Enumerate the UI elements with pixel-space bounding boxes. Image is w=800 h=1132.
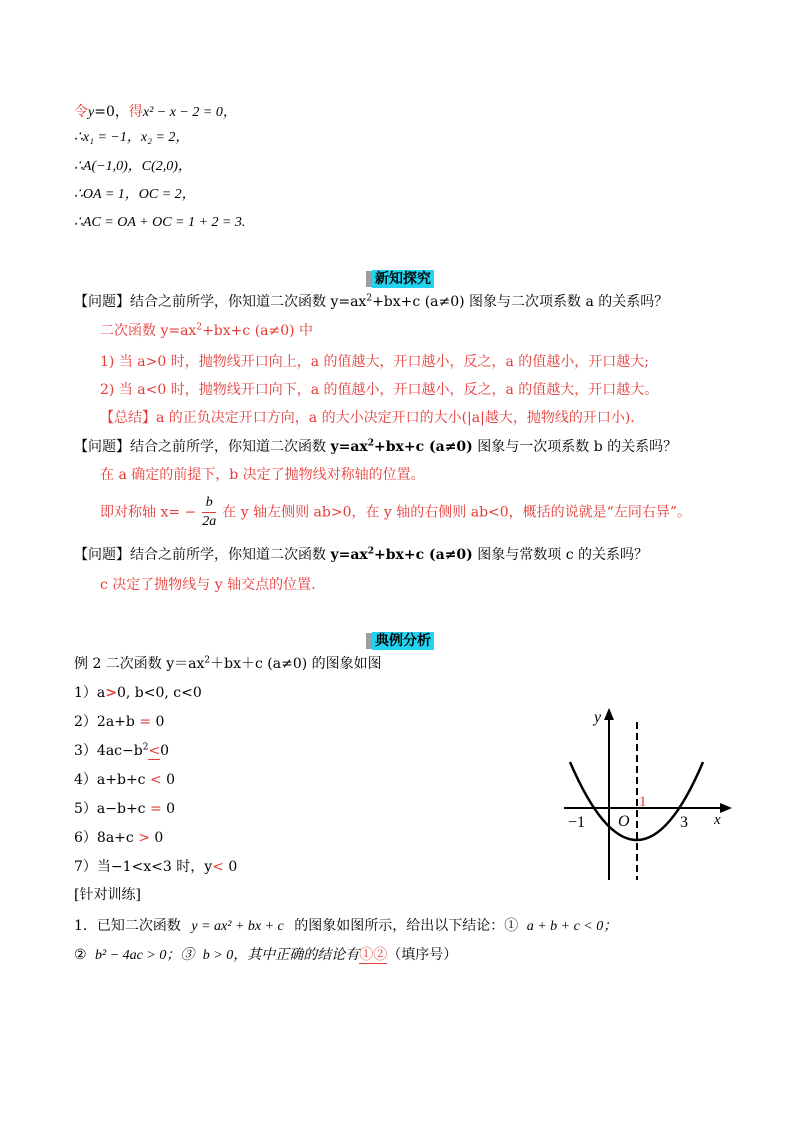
item-rest: 0 xyxy=(154,830,164,846)
example-item-2 xyxy=(74,713,164,731)
question-2-bold-a: y=ax xyxy=(330,439,368,455)
item-sign: < xyxy=(148,743,161,759)
example-item-6 xyxy=(74,829,163,847)
example-title: 例 2 二次函数 $y=ax^2+bx+c$ (a≠0) 的图象如图 xyxy=(74,655,382,672)
question-1: 【问题】结合之前所学，你知道二次函数 $y=ax^2+bx+c$ (a≠0) 图象与二次项系数 a 的关系吗？ xyxy=(74,293,669,310)
axis-fraction xyxy=(202,494,216,531)
example-item-5 xyxy=(74,800,175,818)
training-mark-2: ② xyxy=(74,947,87,963)
x-axis-arrow-icon xyxy=(720,803,732,813)
question-2: 【问题】结合之前所学，你知道二次函数 $y=ax^2+bx+c$ (a≠0) 图象与一次项系数 b 的关系吗？ xyxy=(74,438,678,455)
item-sign: = xyxy=(149,801,162,817)
item-rest: 0 xyxy=(155,714,165,730)
one-label: 1 xyxy=(639,794,647,810)
solution-de: 得 xyxy=(128,104,143,120)
y-axis-label: y xyxy=(594,709,602,726)
item-sign: < xyxy=(212,859,224,875)
training-header: [针对训练] xyxy=(74,887,141,903)
question-1-text-a: 【问题】结合之前所学，你知道二次函数 y=ax xyxy=(74,294,367,310)
training-formula: y = ax² + bx + c xyxy=(191,919,284,934)
item-sign: < xyxy=(149,772,162,788)
item-rest: 0 xyxy=(228,859,238,875)
solution-line-4: ∴OA = 1，OC = 2， xyxy=(74,187,196,202)
item-sign: > xyxy=(105,685,117,701)
item-label: 7）当−1<x<3 时，y xyxy=(74,859,213,875)
training-problem-line-1 xyxy=(74,917,617,936)
training-answer: ①② xyxy=(359,947,388,963)
origin-label: O xyxy=(618,813,630,830)
item-sign: = xyxy=(139,714,152,730)
minus-one-label: −1 xyxy=(568,814,586,831)
item-label: 4）a+b+c xyxy=(74,772,146,788)
question-3-text-c: 图象与常数项 c 的关系吗？ xyxy=(472,547,649,563)
item-label: 1）a xyxy=(74,685,106,701)
question-3-bold-b: +bx+c (a≠0) xyxy=(374,547,473,563)
solution-let: 令 xyxy=(74,104,88,120)
question-2-bold-b: +bx+c (a≠0) xyxy=(374,439,473,455)
item-label: 6）8a+c xyxy=(74,830,134,846)
answer-1-line-2: 2) 当 a<0 时，抛物线开口向下，a 的值越小，开口越小，反之，a 的值越大，开口越大。 xyxy=(100,382,659,398)
item-label: 5）a−b+c xyxy=(74,801,146,817)
example-title-a: 例 2 二次函数 y＝ax xyxy=(74,656,205,672)
answer-2-line-2 xyxy=(100,494,691,531)
answer-2-axis-prefix: 即对称轴 x= − xyxy=(100,504,197,521)
example-item-1 xyxy=(74,684,202,702)
section-heading-typical-example: 典例分析 xyxy=(372,632,434,650)
solution-equation: x² − x − 2 = 0， xyxy=(142,105,237,120)
item-rest: 0 xyxy=(166,772,176,788)
question-3-bold-a: y=ax xyxy=(330,547,368,563)
item-sign: > xyxy=(138,830,150,846)
question-3-text-a: 【问题】结合之前所学，你知道二次函数 xyxy=(74,547,331,563)
example-item-3: $3)4ac-b^2<0$ xyxy=(74,742,170,759)
training-text-a: 1．已知二次函数 xyxy=(74,918,181,934)
answer-1-intro-a: 二次函数 y=ax xyxy=(100,323,197,339)
training-problem-line-2 xyxy=(74,946,457,965)
item-label: 2）2a+b xyxy=(74,714,135,730)
training-conclusion-3: b > 0，其中正确的结论有 xyxy=(202,948,360,963)
fraction-denominator: 2a xyxy=(202,514,217,529)
question-2-text-c: 图象与一次项系数 b 的关系吗？ xyxy=(472,439,678,455)
answer-3: c 决定了抛物线与 y 轴交点的位置. xyxy=(100,577,316,593)
item-rest: 0 xyxy=(166,801,176,817)
example-title-b: ＋bx＋c (a≠0) 的图象如图 xyxy=(210,656,382,672)
solution-line-3: ∴A(−1,0)，C(2,0)， xyxy=(74,159,192,174)
section-heading-new-knowledge: 新知探究 xyxy=(372,270,434,288)
three-label: 3 xyxy=(680,814,688,831)
fraction-numerator: b xyxy=(202,494,216,513)
x-axis-label: x xyxy=(714,812,721,828)
question-1-text-b: +bx+c (a≠0) 图象与二次项系数 a 的关系吗？ xyxy=(372,294,669,310)
answer-2-axis-rest: 在 y 轴左侧则 ab>0，在 y 轴的右侧则 ab<0，概括的说就是“左同右异”。 xyxy=(222,504,691,521)
example-item-4 xyxy=(74,771,175,789)
example-item-7 xyxy=(74,858,237,876)
training-conclusion-1: a + b + c < 0； xyxy=(526,919,618,934)
solution-line-5: ∴AC = OA + OC = 1 + 2 = 3. xyxy=(74,215,246,230)
answer-1-summary: 【总结】a 的正负决定开口方向，a 的大小决定开口的大小(|a|越大，抛物线的开口小). xyxy=(100,410,635,426)
answer-1-line-1: 1) 当 a>0 时，抛物线开口向上，a 的值越大，开口越小，反之，a 的值越小，开口越大; xyxy=(100,354,650,370)
item-label: 3）4ac−b xyxy=(74,743,143,759)
solution-eq0: =0， xyxy=(94,104,129,120)
y-axis-arrow-icon xyxy=(604,708,614,720)
answer-2-line-1: 在 a 确定的前提下，b 决定了抛物线对称轴的位置。 xyxy=(100,467,425,483)
solution-line-1 xyxy=(74,103,237,122)
item-rest: 0 xyxy=(160,743,170,759)
training-text-b: 的图象如图所示，给出以下结论：① xyxy=(294,918,519,934)
answer-1-intro-b: +bx+c (a≠0) 中 xyxy=(202,323,314,339)
question-3: 【问题】结合之前所学，你知道二次函数 $y=ax^2+bx+c$ (a≠0) 图象与常数项 c 的关系吗？ xyxy=(74,546,649,563)
solution-var-y: y xyxy=(88,105,95,120)
training-fill-hint: （填序号） xyxy=(387,947,458,963)
answer-1-intro: 二次函数 $y=ax^2+bx+c$ (a≠0) 中 xyxy=(100,322,314,339)
question-2-text-a: 【问题】结合之前所学，你知道二次函数 xyxy=(74,439,331,455)
training-conclusion-2: b² − 4ac > 0；③ xyxy=(95,948,195,963)
item-rest: 0, b<0, c<0 xyxy=(117,685,202,701)
solution-line-2: ∴x₁ = −1，x₂ = 2， xyxy=(74,130,190,145)
parabola-graph xyxy=(560,700,760,890)
